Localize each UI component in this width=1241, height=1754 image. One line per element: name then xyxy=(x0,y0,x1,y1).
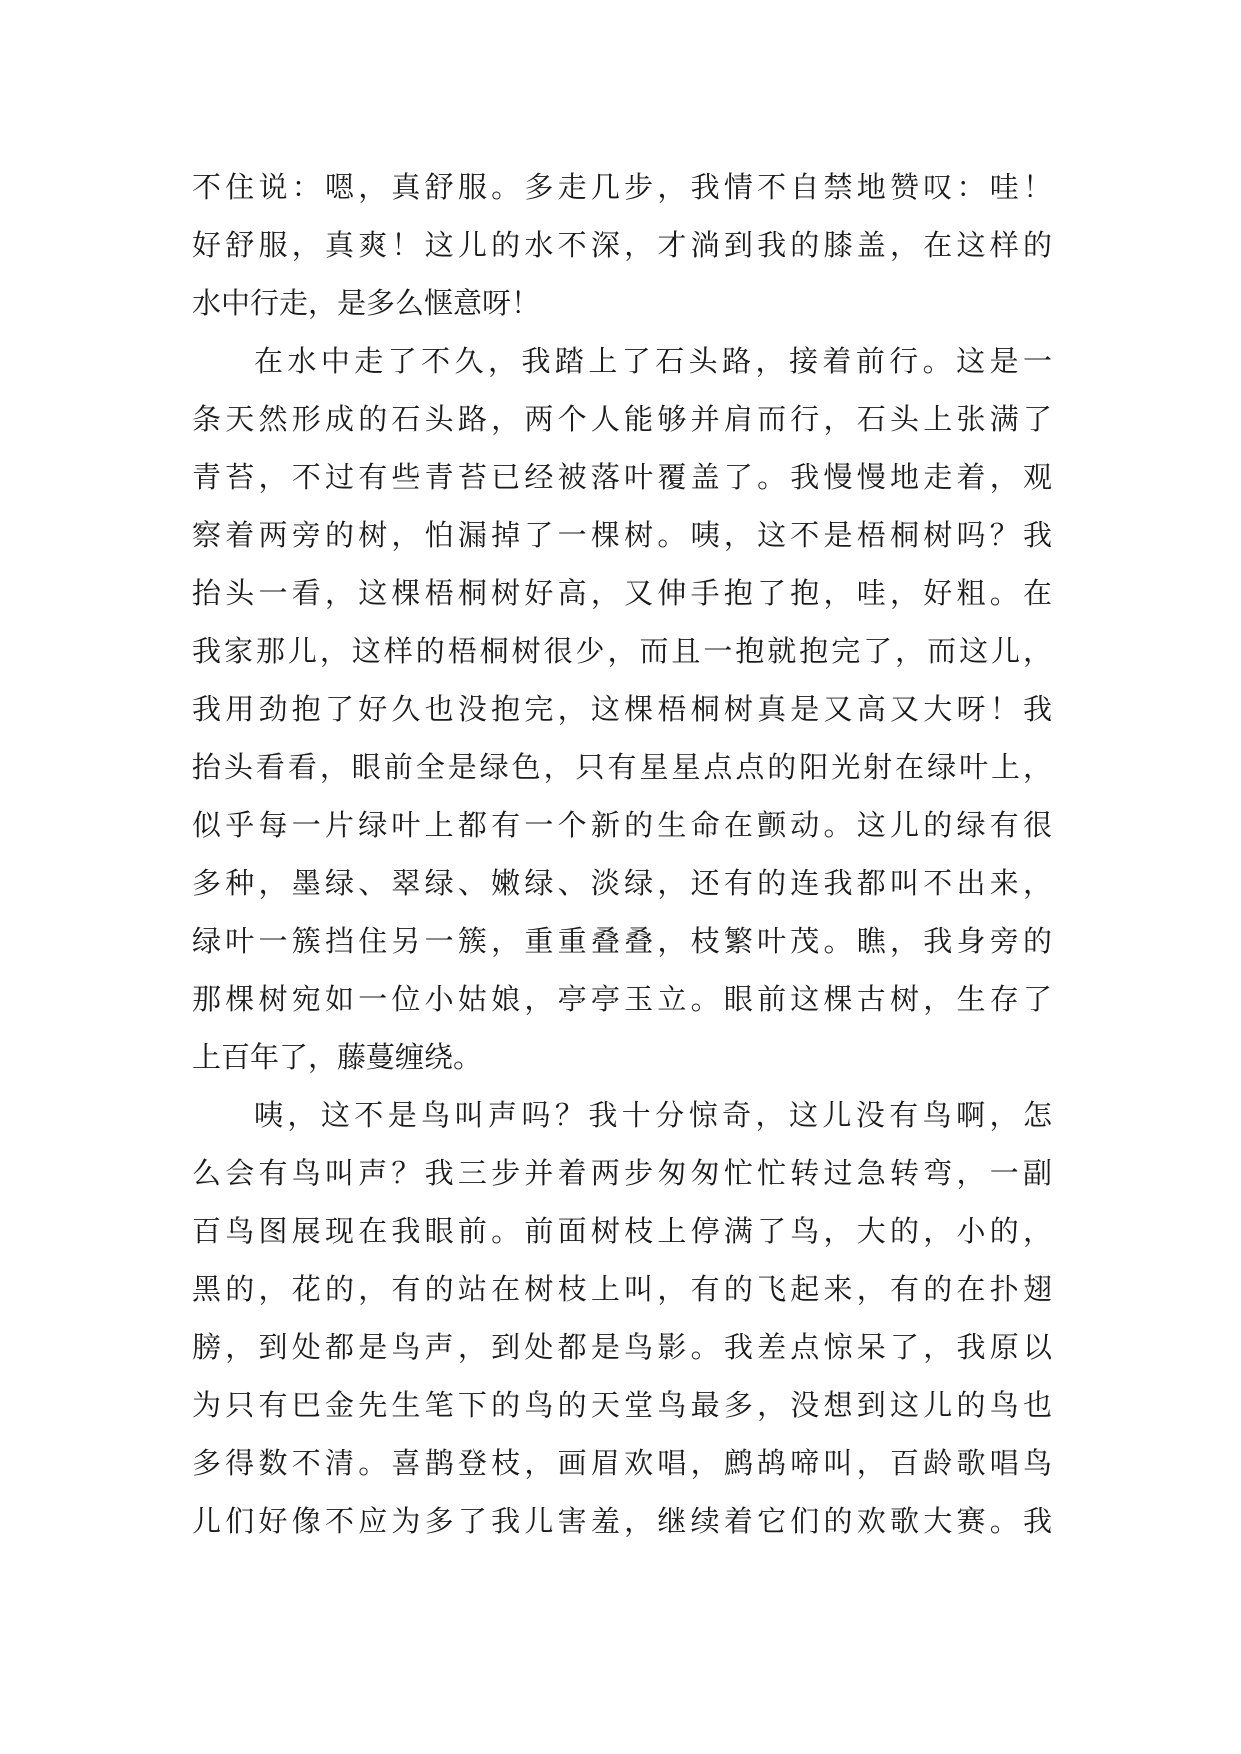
text-line: 为只有巴金先生笔下的鸟的天堂鸟最多，没想到这儿的鸟也 xyxy=(192,1388,1052,1422)
text-line: 不住说：嗯，真舒服。多走几步，我情不自禁地赞叹：哇！ xyxy=(192,170,1052,204)
text-line: 多得数不清。喜鹊登枝，画眉欢唱，鹧鸪啼叫，百龄歌唱鸟 xyxy=(192,1446,1052,1480)
text-line: 多种，墨绿、翠绿、嫩绿、淡绿，还有的连我都叫不出来， xyxy=(192,866,1052,900)
text-line: 黑的，花的，有的站在树枝上叫，有的飞起来，有的在扑翅 xyxy=(192,1272,1052,1306)
text-line: 条天然形成的石头路，两个人能够并肩而行，石头上张满了 xyxy=(192,402,1052,436)
text-line: 上百年了，藤蔓缠绕。 xyxy=(192,1040,483,1074)
text-line: 咦，这不是鸟叫声吗？我十分惊奇，这儿没有鸟啊，怎 xyxy=(254,1098,1052,1132)
text-line: 儿们好像不应为多了我儿害羞，继续着它们的欢歌大赛。我 xyxy=(192,1504,1052,1538)
text-line: 膀，到处都是鸟声，到处都是鸟影。我差点惊呆了，我原以 xyxy=(192,1330,1052,1364)
text-line: 百鸟图展现在我眼前。前面树枝上停满了鸟，大的，小的， xyxy=(192,1214,1052,1248)
text-line: 那棵树宛如一位小姑娘，亭亭玉立。眼前这棵古树，生存了 xyxy=(192,982,1052,1016)
text-line: 察着两旁的树，怕漏掉了一棵树。咦，这不是梧桐树吗？我 xyxy=(192,518,1052,552)
text-line: 在水中走了不久，我踏上了石头路，接着前行。这是一 xyxy=(254,344,1052,378)
text-line: 青苔，不过有些青苔已经被落叶覆盖了。我慢慢地走着，观 xyxy=(192,460,1052,494)
text-line: 水中行走，是多么惬意呀！ xyxy=(192,286,541,320)
text-line: 么会有鸟叫声？我三步并着两步匆匆忙忙转过急转弯，一副 xyxy=(192,1156,1052,1190)
text-line: 我用劲抱了好久也没抱完，这棵梧桐树真是又高又大呀！我 xyxy=(192,692,1052,726)
paragraph-3 xyxy=(192,1086,1052,1550)
text-line: 好舒服，真爽！这儿的水不深，才淌到我的膝盖，在这样的 xyxy=(192,228,1052,262)
body-text xyxy=(192,158,1052,1550)
text-line: 似乎每一片绿叶上都有一个新的生命在颤动。这儿的绿有很 xyxy=(192,808,1052,842)
paragraph-2 xyxy=(192,332,1052,1086)
text-line: 我家那儿，这样的梧桐树很少，而且一抱就抱完了，而这儿， xyxy=(192,634,1052,668)
text-line: 绿叶一簇挡住另一簇，重重叠叠，枝繁叶茂。瞧，我身旁的 xyxy=(192,924,1052,958)
paragraph-1 xyxy=(192,158,1052,332)
text-line: 抬头看看，眼前全是绿色，只有星星点点的阳光射在绿叶上， xyxy=(192,750,1052,784)
text-line: 抬头一看，这棵梧桐树好高，又伸手抱了抱，哇，好粗。在 xyxy=(192,576,1052,610)
